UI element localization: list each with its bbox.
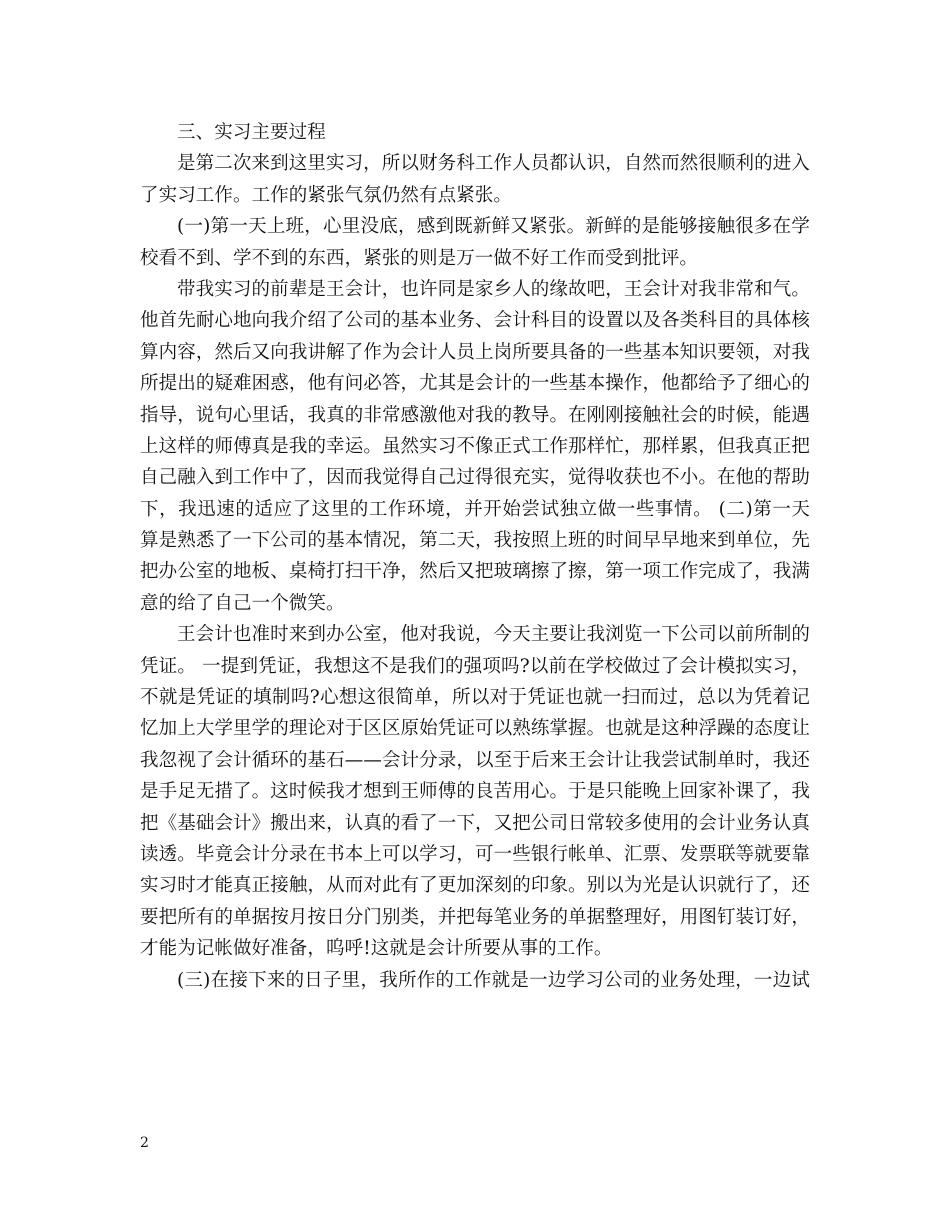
text-line: 是第二次来到这里实习，所以财务科工作人员都认识，自然而然很顺利的进入: [177, 153, 810, 175]
text-line: 才能为记帐做好准备，呜呼!这就是会计所要从事的工作。: [140, 938, 613, 960]
text-line: 意的给了自己一个微笑。: [140, 592, 345, 614]
text-line: (三)在接下来的日子里，我所作的工作就是一边学习公司的业务处理，一边试: [177, 969, 810, 991]
text-line: 王会计也准时来到办公室，他对我说，今天主要让我浏览一下公司以前所制的: [177, 624, 810, 646]
text-line: 算内容，然后又向我讲解了作为会计人员上岗所要具备的一些基本知识要领，对我: [140, 341, 810, 363]
text-line: 我忽视了会计循环的基石——会计分录，以至于后来王会计让我尝试制单时，我还: [140, 749, 810, 771]
text-line: 校看不到、学不到的东西，紧张的则是万一做不好工作而受到批评。: [140, 247, 699, 269]
text-line: 把《基础会计》搬出来，认真的看了一下，又把公司日常较多使用的会计业务认真: [140, 812, 810, 834]
text-line: 读透。毕竟会计分录在书本上可以学习，可一些银行帐单、汇票、发票联等就要靠: [140, 843, 810, 865]
text-line: 所提出的疑难困惑，他有问必答，尤其是会计的一些基本操作，他都给予了细心的: [140, 373, 810, 395]
text-line: 凭证。 一提到凭证，我想这不是我们的强项吗?以前在学校做过了会计模拟实习，: [140, 655, 810, 677]
text-line: 不就是凭证的填制吗?心想这很简单，所以对于凭证也就一扫而过，总以为凭着记: [140, 687, 810, 709]
text-line: 三、实习主要过程: [177, 122, 326, 143]
text-line: 下，我迅速的适应了这里的工作环境，并开始尝试独立做一些事情。 (二)第一天: [140, 498, 810, 520]
text-line: 忆加上大学里学的理论对于区区原始凭证可以熟练掌握。也就是这种浮躁的态度让: [140, 718, 810, 740]
text-line: 自己融入到工作中了，因而我觉得自己过得很充实，觉得收获也不小。在他的帮助: [140, 467, 810, 489]
text-line: 实习时才能真正接触，从而对此有了更加深刻的印象。别以为光是认识就行了，还: [140, 875, 810, 897]
text-line: 是手足无措了。这时候我才想到王师傅的良苦用心。于是只能晚上回家补课了，我: [140, 781, 810, 803]
text-line: (一)第一天上班，心里没底，感到既新鲜又紧张。新鲜的是能够接触很多在学: [177, 216, 810, 238]
text-line: 要把所有的单据按月按日分门别类，并把每笔业务的单据整理好，用图钉装订好，: [140, 906, 810, 928]
text-line: 带我实习的前辈是王会计，也许同是家乡人的缘故吧，王会计对我非常和气。: [177, 278, 810, 300]
text-line: 算是熟悉了一下公司的基本情况，第二天，我按照上班的时间早早地来到单位，先: [140, 530, 810, 552]
text-line: 指导，说句心里话，我真的非常感激他对我的教导。在刚刚接触社会的时候，能遇: [140, 404, 810, 426]
text-line: 了实习工作。工作的紧张气氛仍然有点紧张。: [140, 184, 513, 206]
text-line: 上这样的师傅真是我的幸运。虽然实习不像正式工作那样忙，那样累，但我真正把: [140, 435, 810, 457]
text-line: 他首先耐心地向我介绍了公司的基本业务、会计科目的设置以及各类科目的具体核: [140, 310, 810, 332]
document-body: [140, 117, 810, 996]
text-line: 把办公室的地板、桌椅打扫干净，然后又把玻璃擦了擦，第一项工作完成了，我满: [140, 561, 810, 583]
page-number: 2: [140, 1135, 149, 1151]
